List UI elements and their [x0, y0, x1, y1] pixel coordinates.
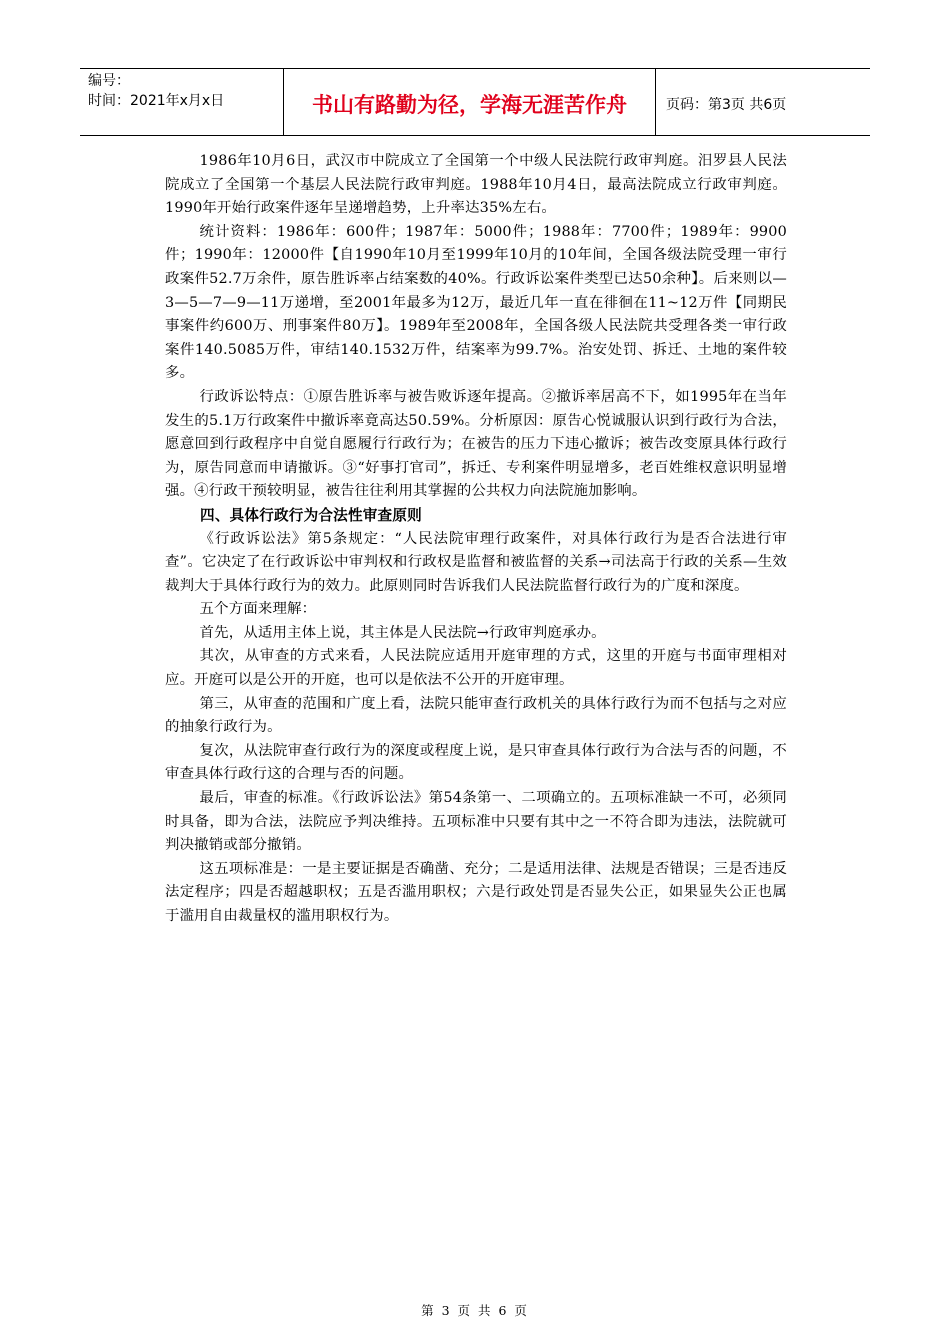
paragraph: 五个方面来理解： [199, 601, 317, 618]
paragraph: 首先，从适用主体上说，其主体是人民法院→行政审判庭承办。 [199, 624, 606, 641]
section-heading: 四、具体行政行为合法性审查原则 [200, 506, 422, 524]
paragraph: 复次，从法院审查行政行为的深度或程度上说，是只审查具体行政行为合法与否的问题，不审查具体行政行这的合理与否的问题。 [165, 742, 787, 783]
header-meta-cell [80, 69, 284, 135]
paragraph: 其次，从审查的方式来看，人民法院应适用开庭审理的方式，这里的开庭与书面审理相对应。开庭可以是公开的开庭，也可以是依法不公开的开庭审理。 [165, 648, 787, 689]
document-time-label: 时间：2021年x月x日 [88, 93, 225, 109]
page-header [80, 68, 870, 136]
document-body [165, 150, 787, 929]
header-motto: 书山有路勤为径，学海无涯苦作舟 [284, 69, 656, 135]
document-number-label: 编号： [88, 73, 130, 89]
paragraph: 行政诉讼特点：①原告胜诉率与被告败诉逐年提高。②撤诉率居高不下，如1995年在当年发生的5.1万行政案件中撤诉率竟高达50.59%。分析原因：原告心悦诚服认识到行政行为合法，愿意回到行政程序中自觉自愿履行行政行为；在被告的压力下违心撤诉；被告改变原具体行政行为，原告同意而申请撤诉。③“好事打官司”，拆迁、专利案件明显增多，老百姓维权意识明显增强。④行政干预较明显，被告往往利用其掌握的公共权力向法院施加影响。 [165, 388, 787, 500]
paragraph: 第三，从审查的范围和广度上看，法院只能审查行政机关的具体行政行为而不包括与之对应的抽象行政行为。 [165, 695, 787, 736]
paragraph: 统计资料：1986年：600件；1987年：5000件；1988年：7700件；1989年：9900件；1990年：12000件【自1990年10月至1999年10月的10年间，全国各级法院受理一审行政案件52.7万余件，原告胜诉率占结案数的40%。行政诉讼案件类型已达50余种】。后来则以—3—5—7—9—11万递增，至2001年最多为12万，最近几年一直在徘徊在11~12万件【同期民事案件约600万、刑事案件80万】。1989年至2008年，全国各级人民法院共受理各类一审行政案件140.5085万件，审结140.1532万件，结案率为99.7%。治安处罚、拆迁、土地的案件较多。 [165, 223, 787, 382]
header-page-info: 页码：第3页 共6页 [666, 97, 787, 113]
paragraph: 1986年10月6日，武汉市中院成立了全国第一个中级人民法院行政审判庭。汨罗县人民法院成立了全国第一个基层人民法院行政审判庭。1988年10月4日，最高法院成立行政审判庭。1990年开始行政案件逐年呈递增趋势，上升率达35%左右。 [165, 153, 787, 217]
page-footer: 第 3 页 共 6 页 [421, 1303, 529, 1318]
paragraph: 这五项标准是：一是主要证据是否确凿、充分；二是适用法律、法规是否错误；三是否违反法定程序；四是否超越职权；五是否滥用职权；六是行政处罚是否显失公正，如果显失公正也属于滥用自由裁量权的滥用职权行为。 [165, 860, 787, 924]
paragraph: 最后，审查的标准。《行政诉讼法》第54条第一、二项确立的。五项标准缺一不可，必须同时具备，即为合法，法院应予判决维持。五项标准中只要有其中之一不符合即为违法，法院就可判决撤销或部分撤销。 [165, 790, 787, 854]
paragraph: 《行政诉讼法》第5条规定：“人民法院审理行政案件，对具体行政行为是否合法进行审查”。它决定了在行政诉讼中审判权和行政权是监督和被监督的关系→司法高于行政的关系—生效裁判大于具体行政行为的效力。此原则同时告诉我们人民法院监督行政行为的广度和深度。 [165, 530, 787, 594]
